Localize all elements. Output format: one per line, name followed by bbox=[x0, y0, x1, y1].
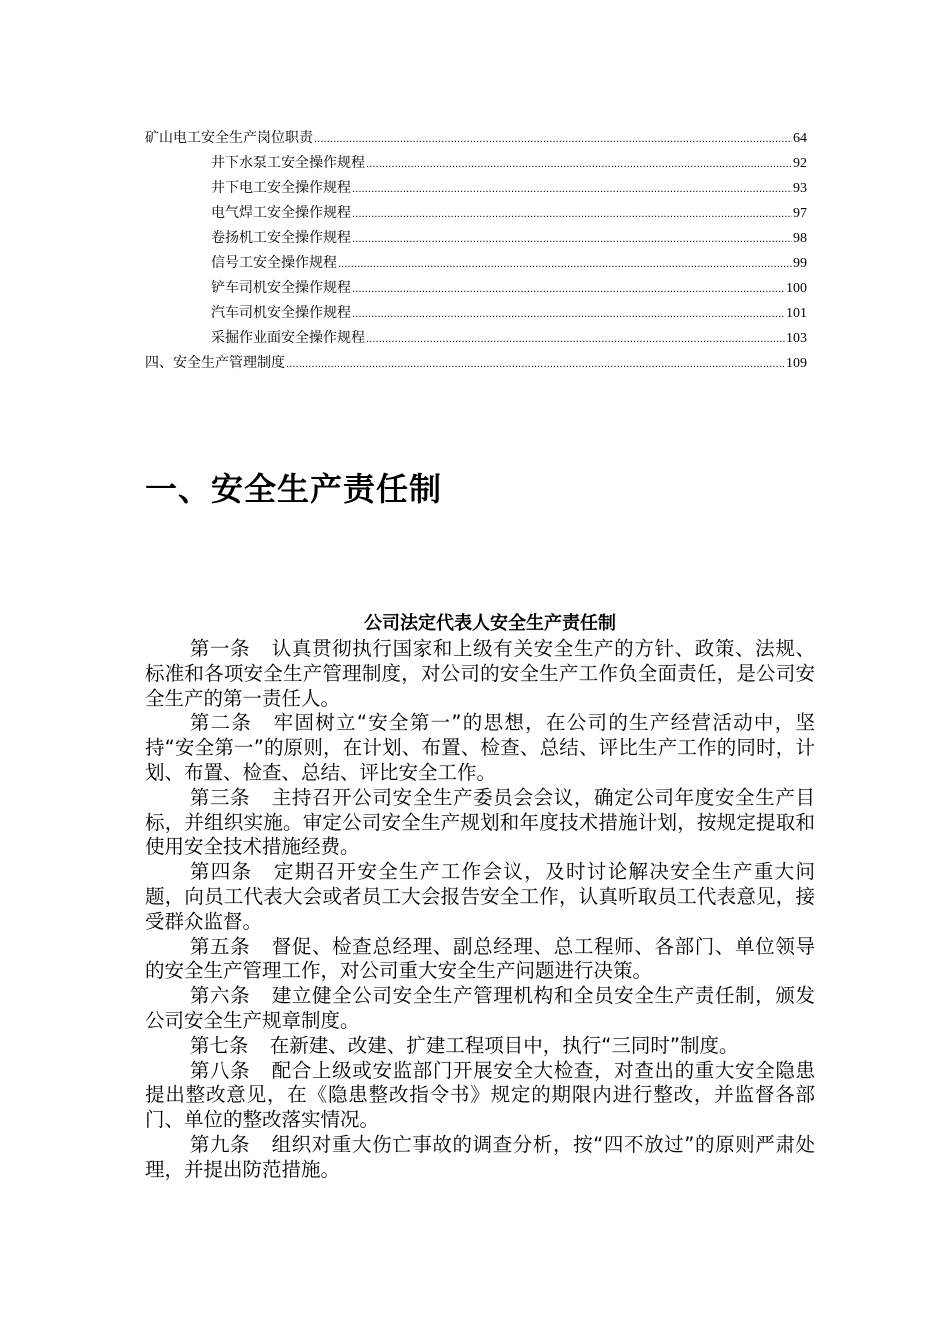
article-number: 第六条 bbox=[189, 984, 251, 1008]
article-paragraph bbox=[145, 711, 815, 785]
article-paragraph bbox=[145, 786, 815, 860]
toc-page-number: 100 bbox=[786, 281, 807, 296]
article-number: 第一条 bbox=[189, 637, 251, 660]
toc-page-number: 101 bbox=[786, 306, 807, 321]
toc-entry[interactable] bbox=[145, 351, 807, 376]
toc-dot-leader bbox=[366, 327, 785, 352]
article-text: 督促、检查总经理、副总经理、总工程师、各部门、单位领导的安全生产管理工作，对公司重大安全生产问题进行决策。 bbox=[145, 934, 815, 983]
article-number: 第四条 bbox=[189, 860, 253, 884]
toc-entry-label: 信号工安全操作规程 bbox=[211, 255, 337, 271]
toc-entry[interactable] bbox=[145, 126, 807, 151]
article-text: 认真贯彻执行国家和上级有关安全生产的方针、政策、法规、标准和各项安全生产管理制度，对公司的安全生产工作负全面责任，是公司安全生产的第一责任人。 bbox=[145, 637, 815, 710]
toc-page-number: 98 bbox=[793, 231, 807, 246]
toc-entry-label: 汽车司机安全操作规程 bbox=[211, 305, 351, 321]
article-number: 第八条 bbox=[189, 1058, 251, 1082]
toc-dot-leader bbox=[352, 202, 792, 227]
article-text: 组织对重大伤亡事故的调查分析，按“四不放过”的原则严肃处理，并提出防范措施。 bbox=[145, 1132, 815, 1181]
toc-page-number: 92 bbox=[793, 156, 807, 171]
article-number: 第二条 bbox=[189, 711, 253, 735]
toc-entry-label: 井下水泵工安全操作规程 bbox=[211, 155, 365, 171]
article-text: 牢固树立“安全第一”的思想，在公司的生产经营活动中，坚持“安全第一”的原则，在计划、布置、检查、总结、评比生产工作的同时，计划、布置、检查、总结、评比安全工作。 bbox=[145, 711, 815, 784]
article-text: 配合上级或安监部门开展安全大检查，对查出的重大安全隐患提出整改意见，在《隐患整改指令书》规定的期限内进行整改，并监督各部门、单位的整改落实情况。 bbox=[145, 1058, 815, 1132]
toc-page-number: 109 bbox=[786, 356, 807, 371]
article-paragraph bbox=[145, 860, 815, 934]
toc-entry[interactable] bbox=[145, 151, 807, 176]
section-title: 公司法定代表人安全生产责任制 bbox=[364, 613, 616, 634]
toc-page-number: 93 bbox=[793, 181, 807, 196]
article-text: 定期召开安全生产工作会议，及时讨论解决安全生产重大问题，向员工代表大会或者员工大会报告安全工作，认真听取员工代表意见，接受群众监督。 bbox=[145, 860, 815, 933]
toc-page-number: 97 bbox=[793, 206, 807, 221]
toc-entry-label: 卷扬机工安全操作规程 bbox=[211, 230, 351, 246]
toc-entry[interactable] bbox=[145, 201, 807, 226]
article-paragraph bbox=[145, 935, 815, 985]
toc-entry[interactable] bbox=[145, 301, 807, 326]
toc-dot-leader bbox=[352, 302, 785, 327]
article-paragraph bbox=[145, 984, 815, 1034]
toc-dot-leader bbox=[352, 277, 785, 302]
toc-dot-leader bbox=[352, 177, 792, 202]
article-number: 第七条 bbox=[189, 1033, 249, 1057]
article-paragraph bbox=[145, 1133, 815, 1183]
toc-entry-label: 四、安全生产管理制度 bbox=[145, 355, 285, 371]
toc-entry-label: 采掘作业面安全操作规程 bbox=[211, 330, 365, 346]
toc-entry[interactable] bbox=[145, 251, 807, 276]
toc-entry[interactable] bbox=[145, 276, 807, 301]
article-paragraph bbox=[145, 637, 815, 711]
toc-entry-label: 电气焊工安全操作规程 bbox=[211, 205, 351, 221]
toc-entry[interactable] bbox=[145, 326, 807, 351]
article-text: 建立健全公司安全生产管理机构和全员安全生产责任制，颁发公司安全生产规章制度。 bbox=[145, 984, 815, 1032]
toc-dot-leader bbox=[352, 227, 792, 252]
article-paragraph bbox=[145, 1059, 815, 1133]
article-list bbox=[145, 637, 815, 1183]
toc-dot-leader bbox=[338, 252, 792, 277]
toc-dot-leader bbox=[286, 352, 785, 377]
toc-entry-label: 铲车司机安全操作规程 bbox=[211, 280, 351, 296]
article-text: 主持召开公司安全生产委员会会议，确定公司年度安全生产目标，并组织实施。审定公司安全生产规划和年度技术措施计划，按规定提取和使用安全技术措施经费。 bbox=[145, 785, 815, 859]
table-of-contents bbox=[145, 126, 807, 376]
toc-dot-leader bbox=[366, 152, 792, 177]
article-number: 第九条 bbox=[189, 1132, 251, 1156]
toc-entry[interactable] bbox=[145, 226, 807, 251]
article-text: 在新建、改建、扩建工程项目中，执行“三同时”制度。 bbox=[269, 1033, 739, 1057]
article-number: 第五条 bbox=[189, 934, 251, 958]
chapter-heading: 一、安全生产责任制 bbox=[145, 470, 443, 508]
toc-page-number: 64 bbox=[793, 131, 807, 146]
article-number: 第三条 bbox=[189, 785, 251, 809]
article-paragraph bbox=[145, 1034, 815, 1059]
toc-dot-leader bbox=[314, 127, 792, 152]
toc-entry[interactable] bbox=[145, 176, 807, 201]
toc-entry-label: 矿山电工安全生产岗位职责 bbox=[145, 130, 313, 146]
toc-page-number: 103 bbox=[786, 331, 807, 346]
toc-page-number: 99 bbox=[793, 256, 807, 271]
toc-entry-label: 井下电工安全操作规程 bbox=[211, 180, 351, 196]
